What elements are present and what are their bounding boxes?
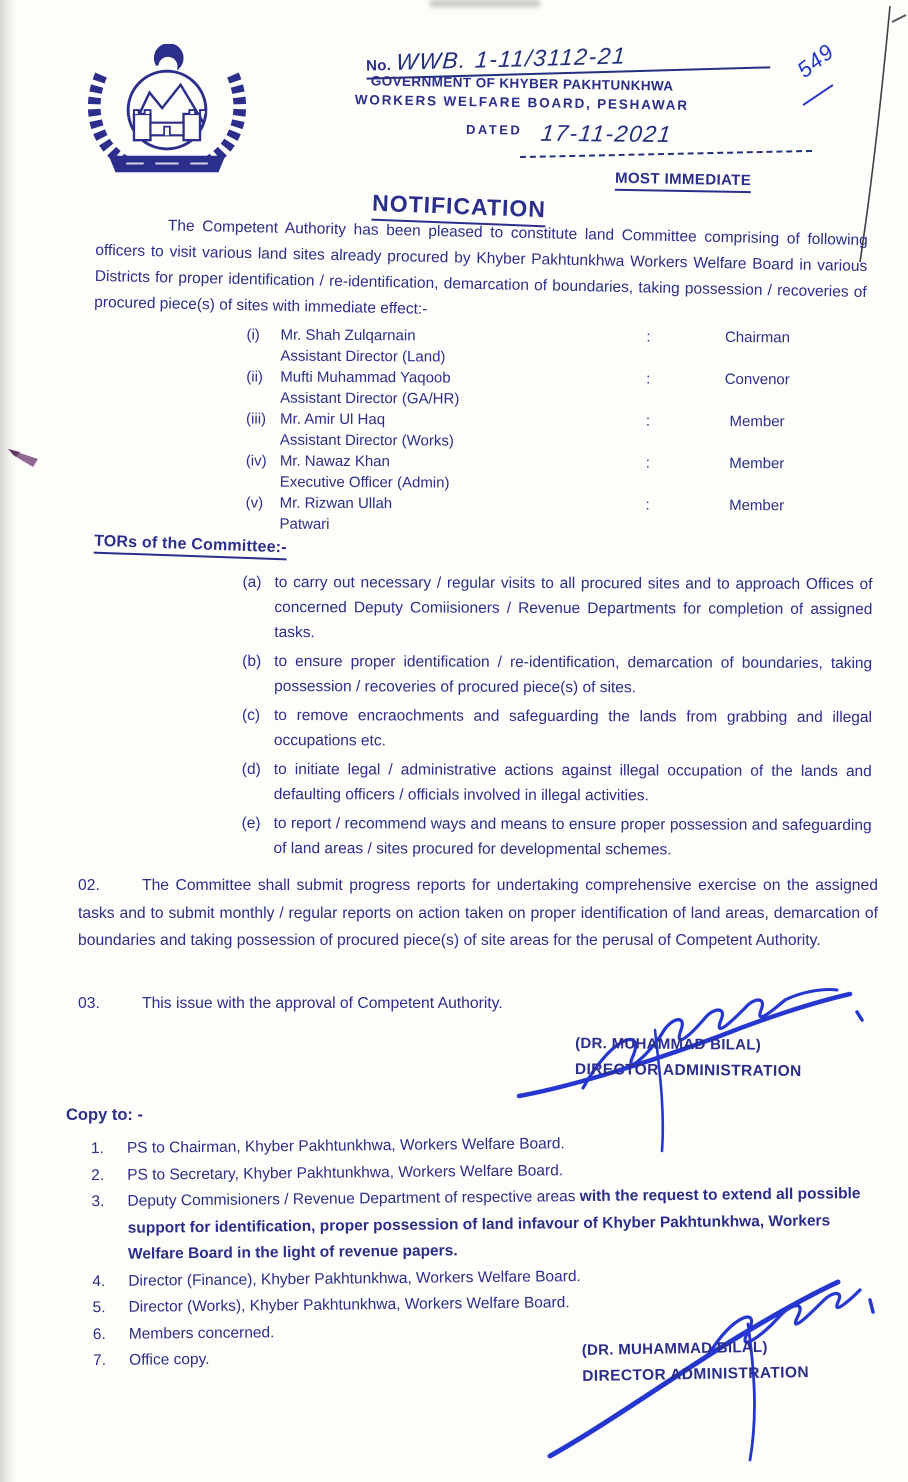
committee-row [245, 492, 845, 537]
dated-line [466, 119, 672, 148]
copy-item-number: 6. [92, 1325, 106, 1343]
committee-number: (iv) [245, 452, 267, 470]
tor-label: (c) [241, 706, 261, 724]
committee-row [246, 324, 846, 369]
committee-role: Member [729, 412, 785, 431]
tor-label: (d) [241, 760, 261, 778]
board-line: WORKERS WELFARE BOARD, PESHAWAR [354, 92, 689, 113]
copy-item-number: 7. [93, 1352, 107, 1370]
tor-item [242, 757, 872, 809]
committee-designation: Patwari [279, 515, 330, 533]
tor-item [242, 703, 872, 755]
ref-number-handwritten: WWB. 1-11/3112-21 [394, 42, 627, 75]
tor-text: to report / recommend ways and means to ensure proper possession and safeguarding of land areas / sites procured for developmental schemes. [273, 815, 872, 859]
committee-person [280, 451, 628, 495]
committee-row [246, 450, 846, 495]
ref-label: No. [365, 56, 392, 75]
page-title: NOTIFICATION [371, 190, 546, 228]
tor-label: (a) [242, 573, 262, 591]
committee-designation: Assistant Director (Land) [280, 347, 446, 366]
committee-designation: Executive Officer (Admin) [279, 473, 450, 492]
signatory-title: DIRECTOR ADMINISTRATION [582, 1364, 810, 1385]
committee-colon: : [645, 412, 651, 430]
paragraph-text: This issue with the approval of Competent Authority. [142, 995, 503, 1012]
paragraph-number: 03. [78, 995, 100, 1012]
date-underline [520, 150, 812, 158]
committee-person [280, 409, 628, 453]
tor-text: to initiate legal / administrative actions against illegal occupation of the lands and defaulting officers / officials involved in illegal activities. [273, 761, 872, 805]
tor-text: to ensure proper identification / re-identification, demarcation of boundaries, taking possession / recoveries of procured piece(s) of sites. [274, 653, 873, 697]
committee-designation: Assistant Director (Works) [279, 431, 454, 450]
copy-item-text: Director (Works), Khyber Pakhtunkhwa, Workers Welfare Board. [128, 1294, 570, 1316]
committee-list [245, 324, 846, 537]
committee-row [246, 366, 846, 411]
copy-item-number: 1. [90, 1140, 104, 1158]
signatory-block [575, 1035, 802, 1081]
copy-item-text: Director (Finance), Khyber Pakhtunkhwa, Workers Welfare Board. [128, 1267, 581, 1290]
copy-item-text-normal: Deputy Commisioners / Revenue Department of respective areas [127, 1188, 580, 1210]
committee-colon: : [645, 454, 650, 472]
tors-list [241, 570, 872, 867]
dated-label: DATED [465, 121, 523, 138]
tor-label: (b) [242, 652, 262, 670]
copy-item-text: PS to Chairman, Khyber Pakhtunkhwa, Workers Welfare Board. [126, 1135, 565, 1157]
tor-text: to remove encraochments and safeguarding the lands from grabbing and illegal occupations etc. [273, 707, 873, 750]
paragraph-text: The Committee shall submit progress reports for undertaking comprehensive exercise on the assigned tasks and to submit monthly / regular reports on action taken on proper identification of land areas, demarcation of boundaries and taking possession of procured piece(s) of site areas for the perusal of Competent Authority. [78, 877, 878, 949]
committee-name: Mr. Nawaz Khan [279, 452, 390, 471]
copy-to-list [91, 1128, 887, 1375]
copy-item-number: 4. [92, 1272, 106, 1290]
committee-name: Mufti Muhammad Yaqoob [280, 368, 451, 387]
copy-item-text [127, 1181, 886, 1268]
tor-item [242, 811, 872, 863]
committee-role: Chairman [724, 328, 791, 347]
committee-person [279, 493, 627, 537]
copy-item-number: 2. [91, 1166, 105, 1184]
ink-blot-arrow [6, 440, 44, 470]
scan-edge-shadow [0, 0, 16, 1482]
committee-number: (iii) [246, 410, 267, 428]
copy-to-item [91, 1181, 886, 1269]
tor-label: (e) [241, 814, 261, 832]
committee-person [280, 325, 628, 369]
diary-number-handwritten: 549 [792, 38, 839, 83]
committee-role: Member [729, 496, 785, 515]
committee-number: (i) [246, 326, 260, 344]
date-handwritten: 17-11-2021 [539, 119, 674, 148]
paragraph-02 [78, 872, 878, 955]
committee-number: (v) [245, 494, 264, 512]
committee-designation: Assistant Director (GA/HR) [280, 389, 460, 408]
signatory-name: (DR. MUHAMMAD BILAL) [575, 1035, 762, 1054]
tor-item [242, 570, 872, 647]
tors-heading: TORs of the Committee:- [94, 533, 287, 561]
copy-item-text: PS to Secretary, Khyber Pakhtunkhwa, Workers Welfare Board. [127, 1161, 564, 1184]
khyber-pakhtunkhwa-emblem-icon [68, 44, 266, 180]
scan-smudge [430, 0, 540, 7]
copy-item-text: Office copy. [129, 1350, 210, 1369]
copy-to-heading: Copy to: - [66, 1106, 143, 1124]
committee-role: Convenor [724, 370, 790, 389]
copy-item-text-bold: with the request to extend all possible support for identification, proper possession of land infavour of Khyber Pakhtunkhwa, Workers Welfare Board in the light of revenue papers. [127, 1185, 861, 1263]
copy-item-text: Members concerned. [128, 1323, 275, 1343]
committee-colon: : [646, 328, 651, 346]
signatory-name: (DR. MUHAMMAD BILAL) [581, 1338, 768, 1359]
letterhead [322, 71, 723, 116]
committee-row [246, 408, 846, 453]
committee-colon: : [645, 496, 650, 514]
committee-colon: : [646, 370, 651, 388]
copy-item-number: 3. [91, 1193, 105, 1211]
committee-name: Mr. Rizwan Ullah [279, 494, 393, 513]
committee-role: Member [729, 454, 785, 473]
paragraph-number: 02. [78, 877, 100, 894]
committee-name: Mr. Shah Zulqarnain [280, 326, 416, 345]
committee-name: Mr. Amir Ul Haq [280, 410, 386, 429]
paragraph-03 [78, 990, 878, 1018]
signatory-block [582, 1338, 810, 1386]
tor-text: to carry out necessary / regular visits to all procured sites and to approach Offices of concerned Deputy Comiisioners / Revenue Departments for completion of assigned tasks. [274, 574, 873, 642]
copy-item-number: 5. [92, 1299, 106, 1317]
priority-stamp: MOST IMMEDIATE [615, 170, 752, 193]
committee-person [280, 367, 628, 411]
committee-number: (ii) [246, 368, 263, 386]
signatory-title: DIRECTOR ADMINISTRATION [574, 1061, 802, 1080]
intro-paragraph: The Competent Authority has been pleased to constitute land Committee comprising of following officers to visit various land sites already procured by Khyber Pakhtunkhwa Workers Welfare Board in various Districts for proper identification / re-identification, demarcation of boundaries, taking possession / recoveries of procured piece(s) of sites with immediate effect:- [94, 217, 868, 318]
tor-item [242, 649, 872, 701]
government-line: GOVERNMENT OF KHYBER PAKHTUNKHWA [370, 73, 674, 94]
